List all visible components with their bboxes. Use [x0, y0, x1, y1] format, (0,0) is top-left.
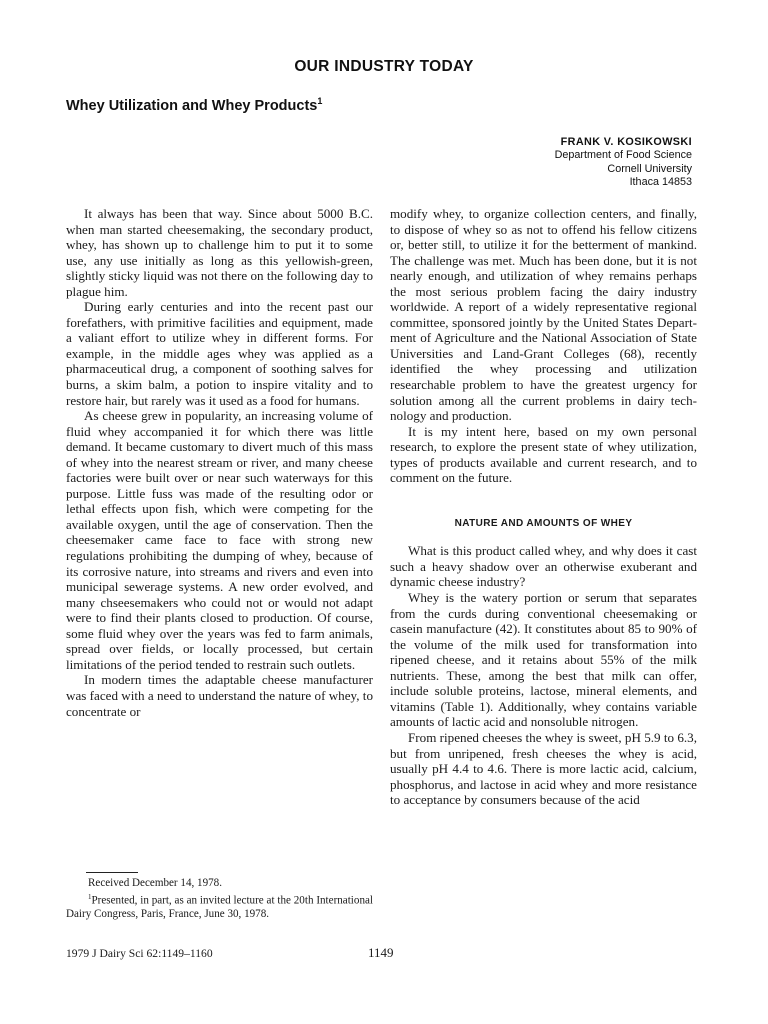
footnote-text: Presented, in part, as an invited lecture at the 20th International Dairy Congress, Paris, France, June 30, 1978. — [66, 894, 373, 920]
received-date: Received December 14, 1978. — [88, 877, 222, 889]
footnote-divider — [86, 872, 138, 873]
author-affiliation — [555, 136, 692, 190]
article-title — [66, 96, 322, 114]
footnote-1 — [66, 891, 373, 922]
author-department: Department of Food Science — [554, 149, 692, 162]
right-column — [390, 206, 697, 808]
left-column — [66, 206, 373, 719]
paragraph: What is this product called whey, and why does it cast such a heavy shadow over an otherwise exuberant and dynamic cheese industry? — [390, 543, 697, 590]
paragraph-continued: modify whey, to organize collection centers, and finally, to dispose of whey so as not to offend his fellow citizens or, better still, to utilize it for the betterment of mankind. The challenge was met. Much has been done, but it is not nearly enough, and utilization of whey remains perhaps the most serious problem facing the dairy industry worldwide. A report of a widely representative regional committee, sponsored jointly by the United States Department of Agriculture and the National Association of State Universities and Land-Grant Colleges (68), recently identified the whey processing and utilization researchable problem to have the greatest urgency for solution among all the current problems in dairy technology and production. — [390, 206, 697, 424]
author-city: Ithaca 14853 — [629, 176, 692, 189]
author-name: FRANK V. KOSIKOWSKI — [560, 136, 692, 148]
paragraph: In modern times the adaptable cheese manufacturer was faced with a need to understand the nature of whey, to concentrate or — [66, 672, 373, 719]
paragraph: It is my intent here, based on my own personal research, to explore the present state of whey utilization, types of products available and current research, and to comment on the future. — [390, 423, 697, 486]
article-title-text: Whey Utilization and Whey Products — [66, 97, 318, 114]
paragraph: As cheese grew in popularity, an increasing volume of fluid whey accompanied it for which there was little demand. It became customary to divert much of this mass of whey into the nearest stream or river, and many cheese factories were built over or near such waterways for this purpose. Little fuss was made of the resulting odor or lethal effects upon fish, which were competing for the available oxygen, until the age of conservation. Then the cheesemaker came face to face with strong new regulations prohibiting the dumping of whey, because of its corrosive nature, into streams and rivers and even into municipal sewerage systems. A new order evolved, and many chseesemakers who could not or would not adapt were to find their plants closed to production. Of course, some fluid whey over the years was fed to farm animals, spread over fields, or locally processed, but certain limitations of the period tended to restrain such outlets. — [66, 408, 373, 672]
journal-citation: 1979 J Dairy Sci 62:1149–1160 — [66, 947, 213, 960]
title-footnote-marker[interactable]: 1 — [317, 96, 323, 106]
paragraph: Whey is the watery portion or serum that separates from the curds during conventional cheesemaking or casein manufacture (42). It constitutes about 85 to 90% of the volume of the milk used for transformation into ripened cheese, and it retains about 55% of the milk nutrients. These, among the best that milk can offer, include soluble proteins, lactose, mineral elements, and vitamins (Table 1). Additionally, whey contains variable amounts of lactic acid and nonsoluble nitrogen. — [390, 590, 697, 730]
section-heading: OUR INDUSTRY TODAY — [294, 58, 474, 75]
footnotes — [66, 877, 373, 921]
footnote-marker: 1 — [88, 892, 92, 901]
paragraph: From ripened cheeses the whey is sweet, pH 5.9 to 6.3, but from unripened, fresh cheeses the whey is acid, usually pH 4.4 to 4.6. There is more lactic acid, calcium, phosphorus, and lactose in acid whey and more resistance to acceptance by consumers because of the acid — [390, 729, 697, 808]
author-university: Cornell University — [607, 162, 692, 175]
paragraph: During early centuries and into the recent past our forefathers, with primitive facilities and equipment, made a valiant effort to utilize whey in different forms. For example, in the middle ages whey was applied as a pharmaceutical drug, a component of soothing salves for burns, a skim balm, a potion to inspire vitality and to restore hair, but rarely was it used as a food for humans. — [66, 299, 373, 408]
paragraph: It always has been that way. Since about 5000 B.C. when man started cheesemaking, the secondary product, whey, has shown up to challenge him to put it to some use, any use initially as long as this yellowish-green, slightly sticky liquid was not there on the following day to plague him. — [66, 206, 373, 299]
section-subheading: NATURE AND AMOUNTS OF WHEY — [454, 517, 633, 529]
page-number: 1149 — [368, 945, 394, 960]
